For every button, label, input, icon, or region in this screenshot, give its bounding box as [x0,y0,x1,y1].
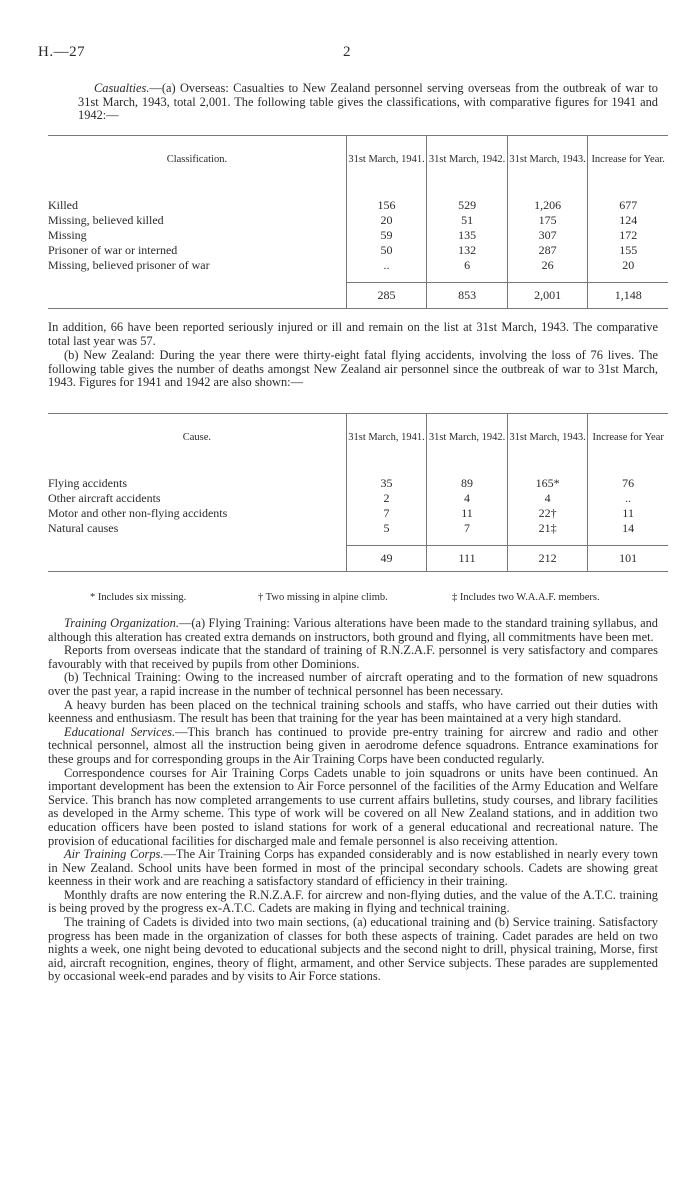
cell: 76 [588,476,668,491]
casualties-table [48,135,668,309]
row-label: Motor and other non-flying accidents [48,505,228,520]
training-section [48,617,658,984]
atc-text: —The Air Training Corps has expanded considerably and is now established in nearly every town in New Zealand. School units have been formed in most of the principal secondary schools. Cadets are showing great keenness in their work and are reaching a satisfactory standard of efficiency in their training. [48,847,658,889]
totals-row [48,283,668,309]
table-row [48,258,668,273]
table1-header-1942: 31st March, 1942. [427,136,508,184]
cell: 50 [346,243,427,258]
table-row [48,476,668,491]
training-paragraph-2: Reports from overseas indicate that the standard of training of R.N.Z.A.F. personnel is very satisfactory and compares favourably with that received by pupils from other Dominions. [48,643,658,671]
report-reference: H.—27 [38,44,86,60]
cell: 7 [427,521,508,536]
footnote-alpine: † Two missing in alpine climb. [258,592,388,603]
cell: 124 [588,213,668,228]
totals-row [48,546,668,572]
education-heading: Educational Services. [64,724,176,739]
training-paragraph-1 [48,617,658,644]
table2-header-1942: 31st March, 1942. [427,414,508,462]
injured-paragraph: In addition, 66 have been reported seriously injured or ill and remain on the list at 31st March, 1943. The comparative total last year was 57. [48,320,658,348]
table1-header-classification: Classification. [166,153,228,165]
row-label: Flying accidents [48,475,127,490]
table-row [48,213,668,228]
table1-header-1941: 31st March, 1941. [346,136,427,184]
cell: 165* [507,476,588,491]
cell: 35 [346,476,427,491]
cell: 156 [346,198,427,213]
row-label: Missing, believed prisoner of war [48,257,210,272]
cell: 307 [507,228,588,243]
footnote-missing: * Includes six missing. [90,592,187,603]
cadet-training-paragraph: The training of Cadets is divided into two main sections, (a) educational training and (b) Service training. Satisfactory progress has been made in the organization of classes for both these aspects of training. Cadet parades are held on two nights a week, one night being devoted to educational subjects and the second night to drill, physical training, Morse, first aid, aircraft recognition, engines, theory of flight, armament, and other Service subjects. These parades are supplemented by occasional week-end parades and by visits to Air Force stations. [48,915,658,984]
total-cell: 212 [507,546,588,572]
cell: 677 [588,198,668,213]
atc-heading: Air Training Corps. [64,847,164,862]
cell: 11 [427,506,508,521]
cell: 287 [507,243,588,258]
cell: 20 [588,258,668,273]
cell: 11 [588,506,668,521]
table2-header-1941: 31st March, 1941. [346,414,427,462]
cell: 26 [507,258,588,273]
total-cell: 1,148 [588,283,668,309]
table-row [48,228,668,243]
training-paragraph-3: (b) Technical Training: Owing to the increased number of aircraft operating and to the formation of new squadrons over the past year, a rapid increase in the number of technical personnel has been necessary. [48,670,658,698]
cell: 175 [507,213,588,228]
page-number: 2 [343,44,351,60]
total-cell: 111 [427,546,508,572]
row-label: Missing, believed killed [48,212,164,227]
cell: 4 [427,491,508,506]
cell: 172 [588,228,668,243]
new-zealand-paragraph: (b) New Zealand: During the year there were thirty-eight fatal flying accidents, involving the loss of 76 lives. The following table gives the number of deaths amongst New Zealand air personnel since the outbreak of war to 31st March, 1943. Figures for 1941 and 1942 are also shown:— [48,348,658,390]
cell: 6 [427,258,508,273]
table-row [48,198,668,213]
education-text: —This branch has continued to provide pre-entry training for aircrew and radio and other technical personnel, almost all the instruction being given in aerodrome defence squadrons. Entrance examinations for these groups and for corresponding groups in the Air Training Corps have been conducted regularly. [48,724,658,766]
footnote-waaf: ‡ Includes two W.A.A.F. members. [452,592,600,603]
cell: 4 [507,491,588,506]
cell: 7 [346,506,427,521]
table2-header-increase: Increase for Year [588,414,668,462]
cell: 155 [588,243,668,258]
table-row [48,521,668,536]
row-label: Killed [48,197,78,212]
row-label: Natural causes [48,520,119,535]
cell: 20 [346,213,427,228]
cell: 22† [507,506,588,521]
cell: 5 [346,521,427,536]
deaths-table [48,413,668,572]
education-paragraph [48,726,658,767]
table1-header-1943: 31st March, 1943. [507,136,588,184]
total-cell: 285 [346,283,427,309]
total-cell: 49 [346,546,427,572]
table2-header-1943: 31st March, 1943. [507,414,588,462]
cell: 59 [346,228,427,243]
row-label: Missing [48,227,87,242]
cell: 2 [346,491,427,506]
table-row [48,243,668,258]
cell: 135 [427,228,508,243]
cell: .. [346,258,427,273]
training-text-1: —(a) Flying Training: Various alterations have been made to the standard training syllabus, and although this alteration has created extra demands on instructors, both ground and flying, all commitments have been met. [48,616,658,644]
atc-paragraph [48,848,658,889]
total-cell: 2,001 [507,283,588,309]
row-label: Prisoner of war or interned [48,242,178,257]
cell: 89 [427,476,508,491]
row-label: Other aircraft accidents [48,490,161,505]
table-row [48,506,668,521]
training-heading: Training Organization. [64,616,179,630]
cell: 14 [588,521,668,536]
table1-header-increase: Increase for Year. [588,136,668,184]
cell: .. [588,491,668,506]
cell: 529 [427,198,508,213]
total-cell: 853 [427,283,508,309]
casualties-paragraph [78,82,658,123]
casualties-text: —(a) Overseas: Casualties to New Zealand personnel serving overseas from the outbreak of war to 31st March, 1943, total 2,001. The following table gives the classifications, with comparative figures for 1941 and 1942:— [78,81,658,123]
casualties-heading: Casualties. [94,81,150,95]
cell: 51 [427,213,508,228]
cell: 1,206 [507,198,588,213]
drafts-paragraph: Monthly drafts are now entering the R.N.Z.A.F. for aircrew and non-flying duties, and the value of the A.T.C. training is being proved by the progress ex-A.T.C. Cadets are making in flying and technical training. [48,887,658,916]
table-row [48,491,668,506]
training-paragraph-4: A heavy burden has been placed on the technical training schools and staffs, who have carried out their duties with keenness and enthusiasm. The result has been that training for the year has been maintained at a very high standard. [48,697,658,726]
total-cell: 101 [588,546,668,572]
cell: 21‡ [507,521,588,536]
table2-header-cause: Cause. [182,431,211,443]
correspondence-paragraph: Correspondence courses for Air Training Corps Cadets unable to join squadrons or units have been continued. An important development has been the extension to Air Force personnel of the facilities of the Army Education and Welfare Service. This branch has now completed arrangements to use current affairs bulletins, study courses, and library facilities as developed in the Army scheme. This type of work will be covered on all New Zealand stations, and in addition two education officers have been posted to island stations for work of a general educational and recreational nature. The provision of educational facilities for discharged male and female personnel is also receiving attention. [48,765,658,848]
cell: 132 [427,243,508,258]
